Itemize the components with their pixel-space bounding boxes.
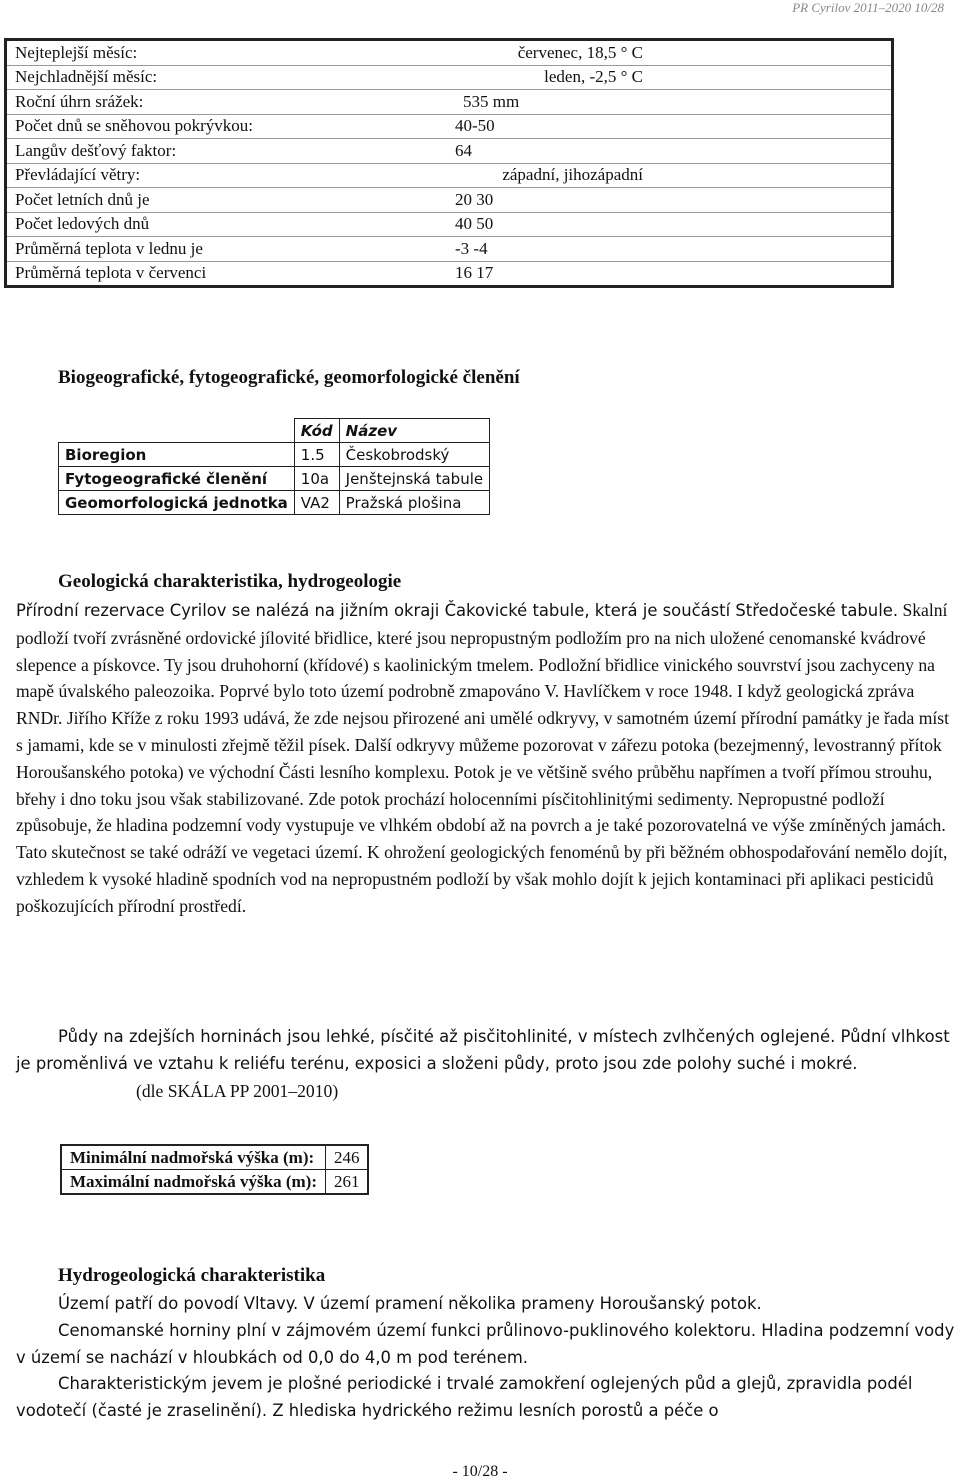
climate-label: Průměrná teplota v lednu je (6, 237, 454, 262)
column-header-name: Název (339, 419, 489, 443)
climate-row (6, 90, 893, 115)
climate-value: leden, -2,5 ° C (453, 65, 893, 90)
climate-label: Převládající větry: (6, 163, 454, 188)
altitude-table (60, 1144, 369, 1195)
section-title-geology: Geologická charakteristika, hydrogeologie (58, 571, 402, 592)
soil-paragraph-source: (dle SKÁLA PP 2001–2010) (136, 1080, 339, 1101)
table-row (61, 1145, 368, 1170)
climate-row (6, 163, 893, 188)
altitude-value: 246 (325, 1145, 368, 1170)
table-row (59, 491, 490, 515)
climate-row (6, 212, 893, 237)
altitude-label: Minimální nadmořská výška (m): (61, 1145, 325, 1170)
bio-row-value: Pražská plošina (339, 491, 489, 515)
soil-paragraph-text: Půdy na zdejších horninách jsou lehké, písčité až pisčitohlinité, v místech zvlhčených oglejené. Půdní vlhkost je proměnlivá ve vztahu k reliéfu terénu, exposici a složeni půdy, proto jsou zde polohy suché i mokré. (16, 1027, 950, 1073)
biogeography-table (58, 418, 490, 515)
climate-row (6, 65, 893, 90)
hydro-paragraph-3: Charakteristickým jevem je plošné periodické i trvalé zamokření oglejených půd a glejů, zpravidla podél vodotečí (časté je zraselinění). Z hlediska hydrického režimu lesních porostů a péče o (16, 1374, 913, 1420)
climate-label: Průměrná teplota v červenci (15, 263, 207, 283)
bio-row-value: Jenštejnská tabule (339, 467, 489, 491)
climate-row (6, 261, 893, 287)
bio-row-value: Českobrodský (339, 443, 489, 467)
climate-value: 64 (453, 139, 893, 164)
geology-paragraph (16, 597, 956, 920)
running-header: PR Cyrilov 2011–2020 10/28 (792, 0, 944, 15)
climate-row (6, 237, 893, 262)
bio-row-name: Bioregion (59, 443, 295, 467)
climate-value: 40-50 (453, 114, 893, 139)
climate-value: 40 50 (453, 212, 893, 237)
hydro-paragraph-2: Cenomanské horniny plní v zájmovém území funkci průlinovo-puklinového kolektoru. Hladina podzemní vody v území se nachází v hloubkách od 0,0 do 4,0 m pod terénem. (16, 1321, 955, 1367)
climate-row (6, 139, 893, 164)
bio-row-name: Geomorfologická jednotka (59, 491, 295, 515)
bio-row-code: 10a (294, 467, 339, 491)
bio-row-name: Fytogeografické členění (59, 467, 295, 491)
climate-value: 535 mm (453, 90, 893, 115)
geology-paragraph-intro: Přírodní rezervace Cyrilov se nalézá na jižním okraji Čakovické tabule, která je součástí Středočeské tabule. (16, 601, 899, 620)
climate-value: 20 30 (453, 188, 893, 213)
bio-row-code: VA2 (294, 491, 339, 515)
climate-value: -3 -4 (453, 237, 893, 262)
climate-label: Počet dnů se sněhovou pokrývkou: (6, 114, 454, 139)
hydro-paragraph-1: Území patří do povodí Vltavy. V území pramení několika prameny Horoušanský potok. (58, 1294, 762, 1313)
section-title-hydrogeology: Hydrogeologická charakteristika (58, 1265, 326, 1286)
climate-table (4, 38, 894, 288)
climate-value: západní, jihozápadní (453, 163, 893, 188)
column-header-code: Kód (294, 419, 339, 443)
altitude-value: 261 (325, 1170, 368, 1195)
bio-row-code: 1.5 (294, 443, 339, 467)
table-row (59, 467, 490, 491)
soil-paragraph (16, 1024, 956, 1105)
header-blank-cell (59, 419, 295, 443)
climate-row (6, 188, 893, 213)
climate-label: Roční úhrn srážek: (6, 90, 454, 115)
climate-label: Langův dešťový faktor: (6, 139, 454, 164)
climate-value: 16 17 (455, 263, 494, 283)
altitude-label: Maximální nadmořská výška (m): (61, 1170, 325, 1195)
climate-label: Počet ledových dnů (6, 212, 454, 237)
climate-label: Nejchladnější měsíc: (6, 65, 454, 90)
table-row (61, 1170, 368, 1195)
climate-row (6, 114, 893, 139)
page-number: - 10/28 - (452, 1463, 508, 1480)
table-row (59, 443, 490, 467)
section-title-biogeography: Biogeografické, fytogeografické, geomorfologické členění (58, 367, 520, 388)
table-header-row (59, 419, 490, 443)
climate-label: Počet letních dnů je (6, 188, 454, 213)
climate-label: Nejteplejší měsíc: (6, 40, 454, 66)
geology-paragraph-body: Skalní podloží tvoří zvrásněné ordovické jílovité břidlice, které jsou nepropustným podložím pro na nich uložené cenomanské kvádrové slepence a pískovce. Ty jsou druhohorní (křídové) s kaolinickým tmelem. Podložní břidlice vinického souvrství jsou zachyceny na mapě úvalského paleozoika. Poprvé bylo toto území podrobně zmapováno V. Havlíčkem v roce 1948. I když geologická zpráva RNDr. Jiřího Kříže z roku 1993 udává, že zde nejsou přirozené ani umělé odkryvy, v samotném území přírodní památky je řada míst s jamami, kde se v minulosti zřejmě těžil písek. Další odkryvy můžeme pozorovat v zářezu potoka (bezejmenný, levostranný přítok Horoušanského potoka) ve východní Části lesního komplexu. Potok je ve většině svého průběhu napřímen a tvoří přímou strouhu, břehy i dno toku jsou však stabilizované. Zde potok prochází holocenními písčitohlinitými sedimenty. Nepropustné podloží způsobuje, že hladina podzemní vody vystupuje ve vlhkém období až na povrch a je také pozorovatelná ve výše zmíněných jamách. Tato skutečnost se také odráží ve vegetaci území. K ohrožení geologických fenoménů by při běžném obhospodařování nemělo dojít, vzhledem k vysoké hladině spodních vod na nepropustném podloží by však mohlo dojít k jejich kontaminaci při aplikaci pesticidů poškozujících přírodní prostředí. (16, 600, 950, 916)
climate-value: červenec, 18,5 ° C (453, 40, 893, 66)
climate-row (6, 40, 893, 66)
